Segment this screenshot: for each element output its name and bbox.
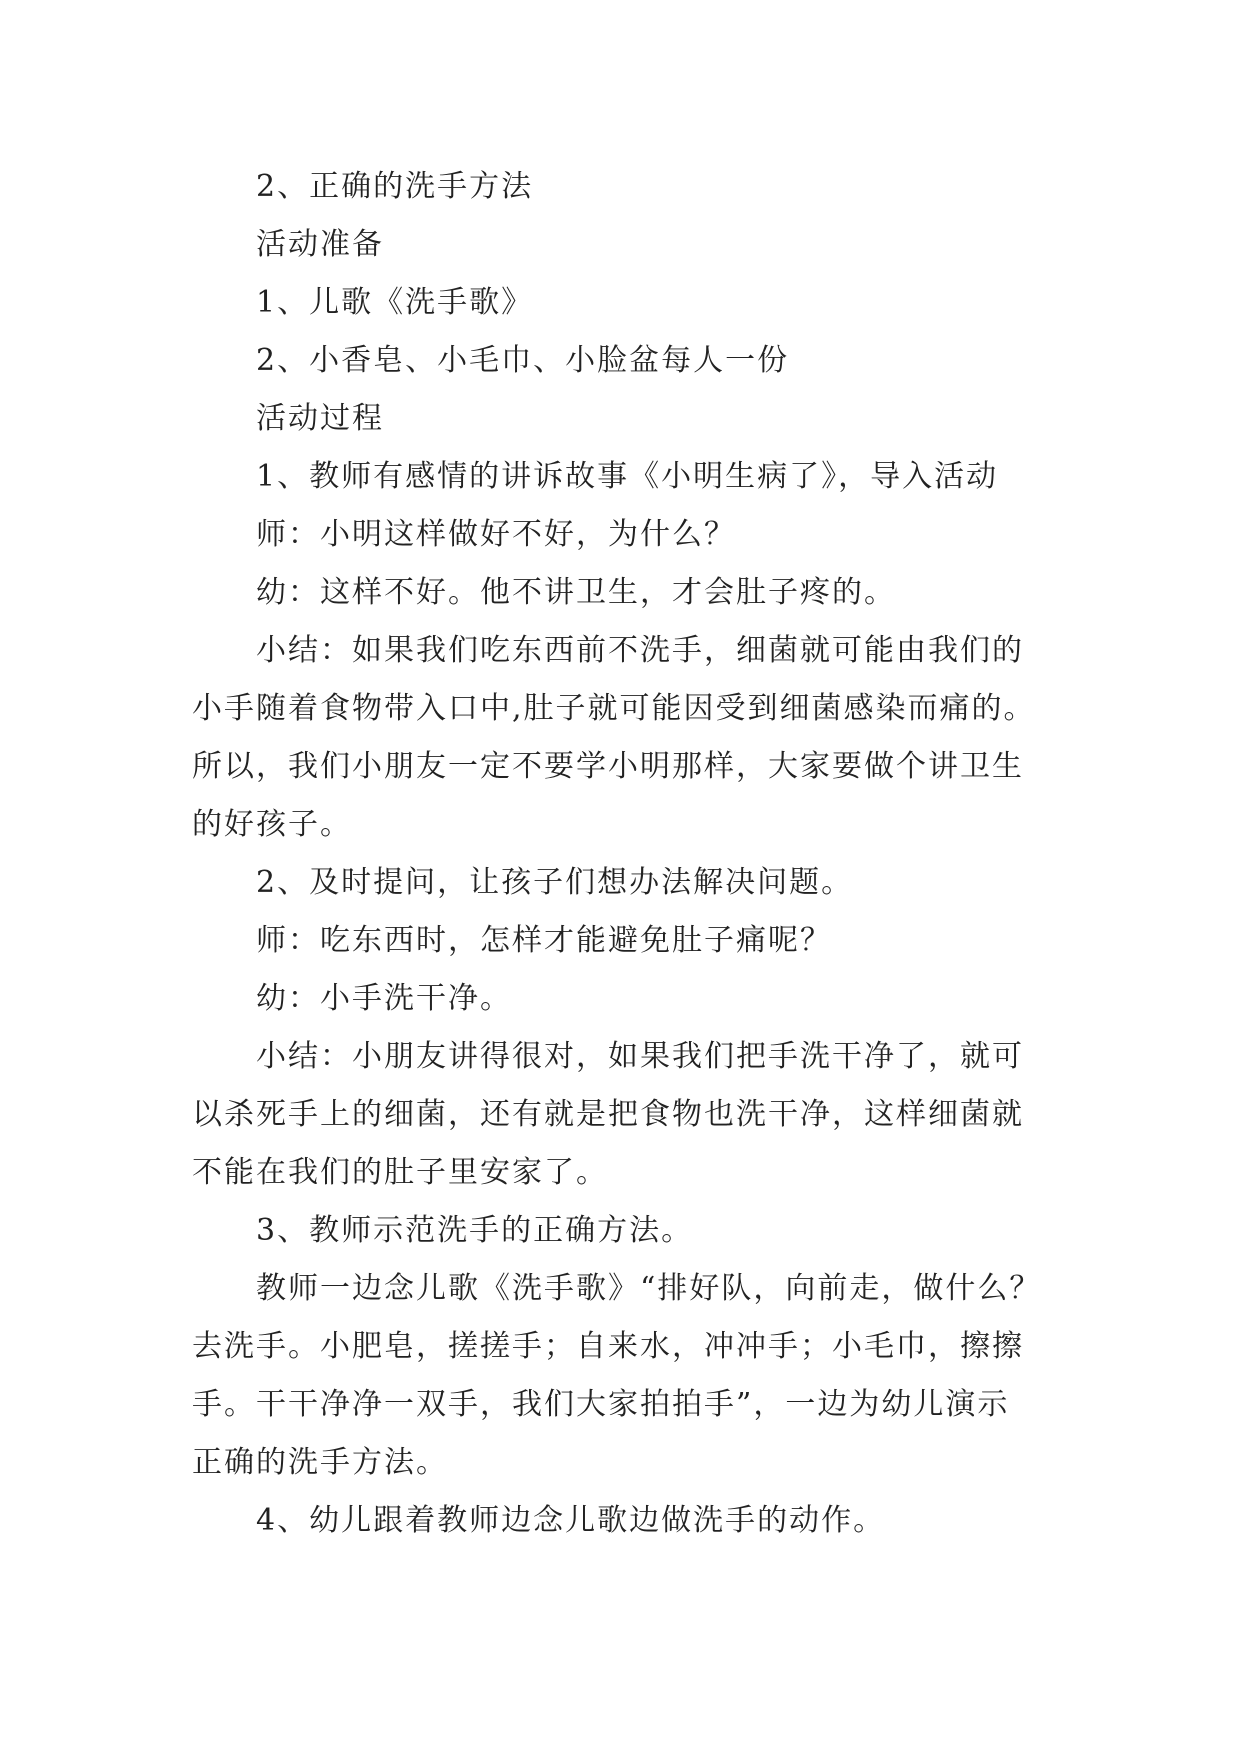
paragraph-line: 正确的洗手方法。 — [192, 1445, 448, 1480]
paragraph-line: 小手随着食物带入口中,肚子就可能因受到细菌感染而痛的。 — [192, 691, 1036, 726]
step-heading: 3、教师示范洗手的正确方法。 — [256, 1213, 694, 1248]
step-heading: 4、幼儿跟着教师边念儿歌边做洗手的动作。 — [256, 1503, 886, 1538]
paragraph-line: 以杀死手上的细菌，还有就是把食物也洗干净，这样细菌就 — [192, 1097, 1024, 1132]
paragraph-line: 手。干干净净一双手，我们大家拍拍手”，一边为幼儿演示 — [192, 1387, 1010, 1422]
dialogue-line: 师：吃东西时，怎样才能避免肚子痛呢？ — [256, 923, 832, 958]
section-heading-washing-method: 2、正确的洗手方法 — [256, 169, 534, 204]
section-heading-preparation: 活动准备 — [256, 227, 384, 262]
step-heading: 1、教师有感情的讲诉故事《小明生病了》，导入活动 — [256, 459, 999, 494]
list-item: 1、儿歌《洗手歌》 — [256, 285, 534, 320]
paragraph-line: 去洗手。小肥皂，搓搓手；自来水，冲冲手；小毛巾，擦擦 — [192, 1329, 1024, 1364]
dialogue-line: 幼：这样不好。他不讲卫生，才会肚子疼的。 — [256, 575, 896, 610]
section-heading-process: 活动过程 — [256, 401, 384, 436]
list-item: 2、小香皂、小毛巾、小脸盆每人一份 — [256, 343, 790, 378]
paragraph-line: 的好孩子。 — [192, 807, 352, 842]
paragraph-line: 教师一边念儿歌《洗手歌》“排好队，向前走，做什么？ — [256, 1271, 1042, 1306]
step-heading: 2、及时提问，让孩子们想办法解决问题。 — [256, 865, 854, 900]
document-body — [192, 158, 1052, 1550]
paragraph-line: 小结：如果我们吃东西前不洗手，细菌就可能由我们的 — [256, 633, 1024, 668]
dialogue-line: 师：小明这样做好不好，为什么？ — [256, 517, 736, 552]
paragraph-line: 所以，我们小朋友一定不要学小明那样，大家要做个讲卫生 — [192, 749, 1024, 784]
paragraph-line: 小结：小朋友讲得很对，如果我们把手洗干净了，就可 — [256, 1039, 1024, 1074]
dialogue-line: 幼：小手洗干净。 — [256, 981, 512, 1016]
paragraph-line: 不能在我们的肚子里安家了。 — [192, 1155, 608, 1190]
